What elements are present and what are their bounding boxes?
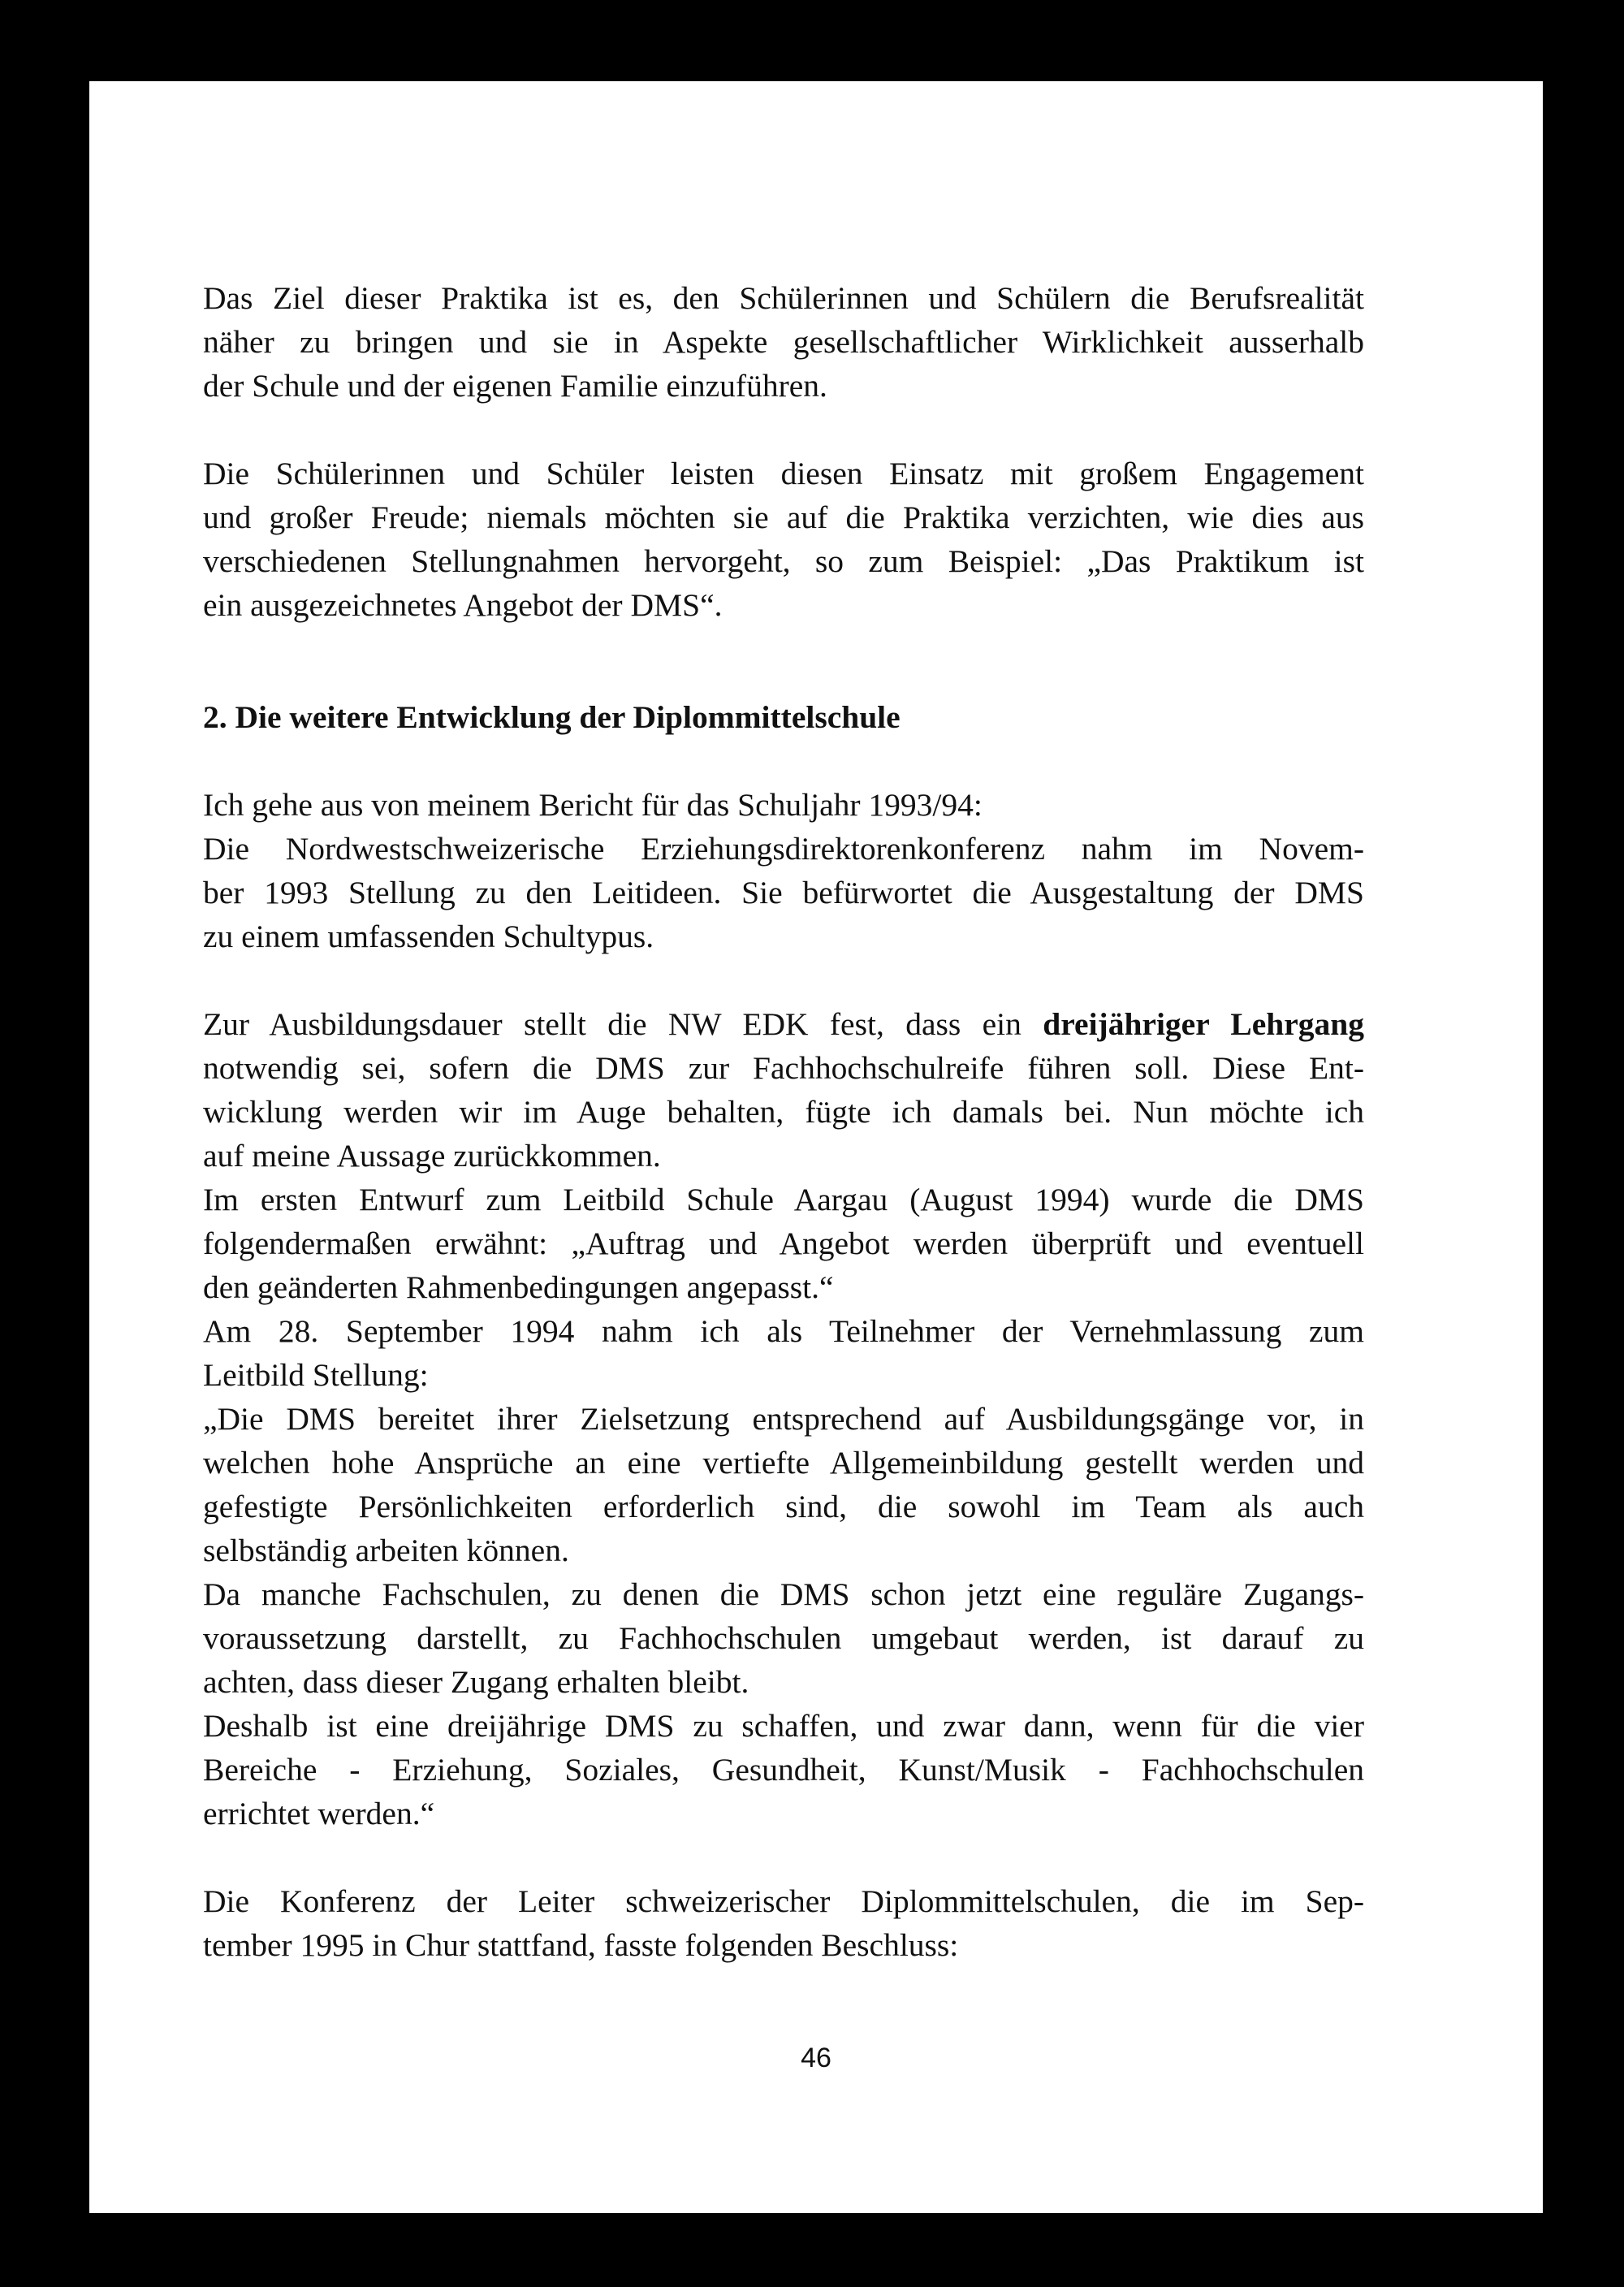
text-line: näher zu bringen und sie in Aspekte gesellschaftlicher Wirklichkeit ausserhalb <box>203 324 1364 360</box>
document-page <box>89 81 1543 2213</box>
text-line: Da manche Fachschulen, zu denen die DMS schon jetzt eine reguläre Zugangs- <box>203 1576 1364 1612</box>
paragraph-praktika-ziel <box>203 276 1364 408</box>
section-heading-text: 2. Die weitere Entwicklung der Diplommittelschule <box>203 699 901 735</box>
text-line: ber 1993 Stellung zu den Leitideen. Sie befürwortet die Ausgestaltung der DMS <box>203 875 1364 910</box>
text-line: zu einem umfassenden Schultypus. <box>203 919 654 954</box>
text-run: Zur Ausbildungsdauer stellt die NW EDK fest, dass ein <box>203 1006 1021 1042</box>
spacer <box>203 627 1364 695</box>
text-line: welchen hohe Ansprüche an eine vertiefte Allgemeinbildung gestellt werden und <box>203 1445 1364 1481</box>
text-line: selbständig arbeiten können. <box>203 1533 569 1568</box>
text-line: achten, dass dieser Zugang erhalten bleibt. <box>203 1664 749 1700</box>
paragraph-bericht <box>203 783 1364 958</box>
text-line: Am 28. September 1994 nahm ich als Teilnehmer der Vernehmlassung zum <box>203 1313 1364 1349</box>
text-line: Bereiche - Erziehung, Soziales, Gesundheit, Kunst/Musik - Fachhochschulen <box>203 1752 1364 1788</box>
text-line: auf meine Aussage zurückkommen. <box>203 1138 661 1174</box>
text-line: notwendig sei, sofern die DMS zur Fachhochschulreife führen soll. Diese Ent- <box>203 1050 1364 1086</box>
text-line: den geänderten Rahmenbedingungen angepasst.“ <box>203 1269 834 1305</box>
text-line: „Die DMS bereitet ihrer Zielsetzung entsprechend auf Ausbildungsgänge vor, in <box>203 1401 1364 1437</box>
text-line: Die Konferenz der Leiter schweizerischer Diplommittelschulen, die im Sep- <box>203 1883 1364 1919</box>
text-line <box>203 1002 1364 1046</box>
page-number: 46 <box>801 2043 831 2073</box>
paragraph-engagement <box>203 452 1364 627</box>
paragraph-ausbildungsdauer <box>203 1002 1364 1835</box>
text-line: Im ersten Entwurf zum Leitbild Schule Aargau (August 1994) wurde die DMS <box>203 1182 1364 1217</box>
text-line: ein ausgezeichnetes Angebot der DMS“. <box>203 587 723 623</box>
text-line: Das Ziel dieser Praktika ist es, den Schülerinnen und Schülern die Berufsrealität <box>203 280 1364 316</box>
text-line: folgendermaßen erwähnt: „Auftrag und Angebot werden überprüft und eventuell <box>203 1226 1364 1261</box>
text-line: Ich gehe aus von meinem Bericht für das Schuljahr 1993/94: <box>203 787 983 823</box>
text-line: verschiedenen Stellungnahmen hervorgeht, so zum Beispiel: „Das Praktikum ist <box>203 543 1364 579</box>
text-line: Deshalb ist eine dreijährige DMS zu schaffen, und zwar dann, wenn für die vier <box>203 1708 1364 1744</box>
text-line: tember 1995 in Chur stattfand, fasste folgenden Beschluss: <box>203 1927 959 1963</box>
text-line: wicklung werden wir im Auge behalten, fügte ich damals bei. Nun möchte ich <box>203 1094 1364 1130</box>
bold-text: dreijähriger Lehrgang <box>1043 1006 1364 1042</box>
text-line: der Schule und der eigenen Familie einzuführen. <box>203 368 827 404</box>
document-body <box>203 276 1364 1967</box>
text-line: Die Nordwestschweizerische Erziehungsdirektorenkonferenz nahm im Novem- <box>203 831 1364 867</box>
paragraph-konferenz <box>203 1879 1364 1967</box>
text-line: und großer Freude; niemals möchten sie auf die Praktika verzichten, wie dies aus <box>203 499 1364 535</box>
text-line: Die Schülerinnen und Schüler leisten diesen Einsatz mit großem Engagement <box>203 456 1364 491</box>
spacer <box>203 1835 1364 1879</box>
spacer <box>203 739 1364 783</box>
spacer <box>203 408 1364 452</box>
text-line: errichtet werden.“ <box>203 1796 435 1831</box>
text-line: Leitbild Stellung: <box>203 1357 429 1393</box>
spacer <box>203 958 1364 1002</box>
text-line: voraussetzung darstellt, zu Fachhochschulen umgebaut werden, ist darauf zu <box>203 1620 1364 1656</box>
text-line: gefestigte Persönlichkeiten erforderlich sind, die sowohl im Team als auch <box>203 1489 1364 1524</box>
section-heading <box>203 695 1364 739</box>
